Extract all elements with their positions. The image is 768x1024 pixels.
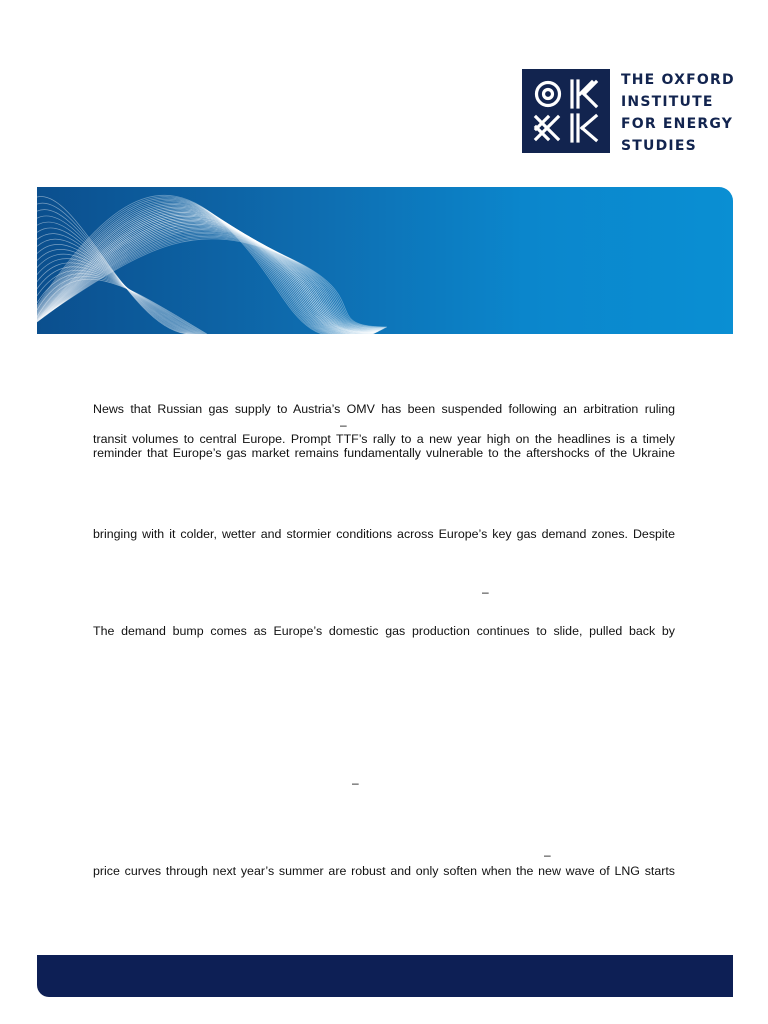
body-line-4: bringing with it colder, wetter and stormier conditions across Europe’s key gas demand zones. Despite [93,527,675,541]
em-dash-2: – [482,585,489,599]
footer-bar [37,955,733,997]
logo-line-2: INSTITUTE [621,94,714,110]
logo-line-1: THE OXFORD [621,72,735,88]
logo-emblem-icon [522,69,610,153]
body-line-3: reminder that Europe’s gas market remains fundamentally vulnerable to the aftershocks of the Ukraine [93,446,675,460]
logo-wordmark [621,69,735,157]
header-banner [37,187,733,334]
em-dash-3: – [352,776,359,790]
wave-line [37,214,375,334]
body-line-1: News that Russian gas supply to Austria’s OMV has been suspended following an arbitration ruling [93,402,675,416]
oxford-institute-logo-mark [522,69,610,153]
logo-line-4: STUDIES [621,138,697,154]
body-line-2: transit volumes to central Europe. Prompt TTF’s rally to a new year high on the headlines is a timely [93,432,675,446]
wave-pattern [37,187,733,334]
em-dash-4: – [544,848,551,862]
wave-line [52,234,384,329]
logo-line-3: FOR ENERGY [621,116,734,132]
body-line-5: The demand bump comes as Europe’s domestic gas production continues to slide, pulled back by [93,624,675,638]
body-line-6: price curves through next year’s summer are robust and only soften when the new wave of LNG starts [93,864,675,878]
em-dash-1: – [340,418,347,432]
